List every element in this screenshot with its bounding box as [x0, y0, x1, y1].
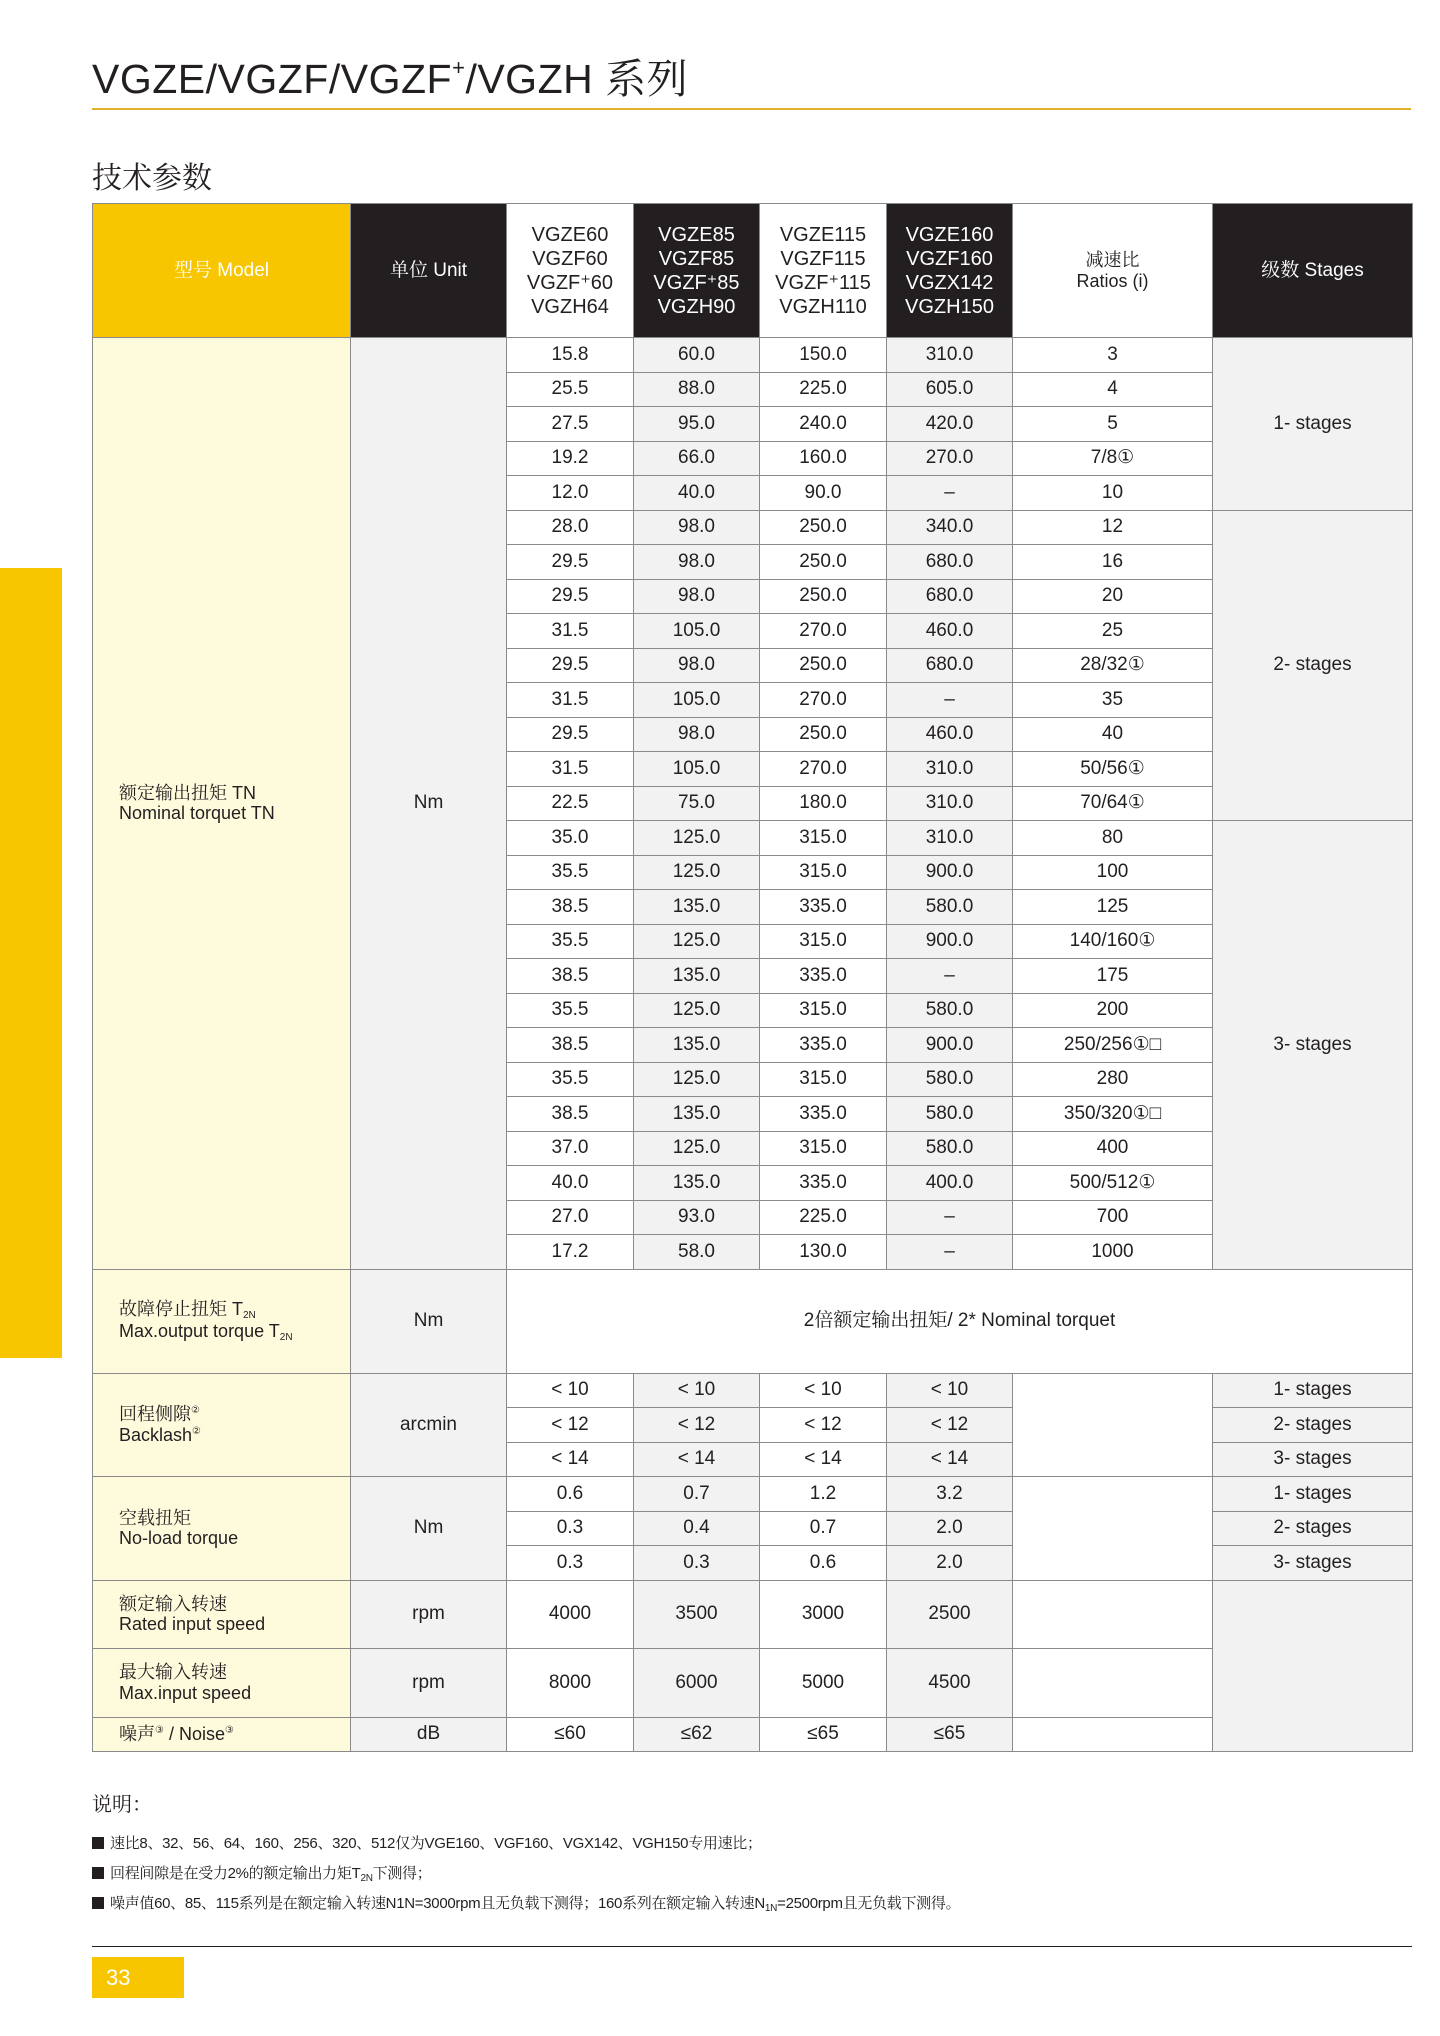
spec-table [92, 203, 1413, 1752]
unit-cell: arcmin [351, 1373, 507, 1477]
torque-value-cell: 38.5 [507, 959, 634, 994]
section-title: 技术参数 [92, 162, 212, 195]
backlash-value-cell: < 10 [887, 1373, 1013, 1408]
torque-value-cell: 125.0 [634, 1062, 760, 1097]
torque-value-cell: 35.5 [507, 855, 634, 890]
side-accent-bar [0, 568, 62, 1358]
torque-value-cell: 270.0 [760, 752, 887, 787]
ratio-cell: 175 [1013, 959, 1213, 994]
torque-value-cell: 580.0 [887, 1062, 1013, 1097]
backlash-value-cell: < 14 [507, 1442, 634, 1477]
torque-value-cell: 310.0 [887, 752, 1013, 787]
torque-value-cell: 98.0 [634, 510, 760, 545]
unit-header: 单位 Unit [351, 204, 507, 338]
title-divider [92, 108, 1411, 110]
torque-value-cell: 98.0 [634, 579, 760, 614]
ratio-cell: 28/32① [1013, 648, 1213, 683]
torque-value-cell: 27.5 [507, 407, 634, 442]
ratio-header: 减速比 Ratios (i) [1013, 204, 1213, 338]
param-label-backlash: 回程侧隙② Backlash② [93, 1373, 351, 1477]
torque-value-cell: 315.0 [760, 924, 887, 959]
ratio-cell: 5 [1013, 407, 1213, 442]
torque-value-cell: 25.5 [507, 372, 634, 407]
torque-value-cell: – [887, 959, 1013, 994]
torque-value-cell: 19.2 [507, 441, 634, 476]
torque-value-cell: 270.0 [760, 683, 887, 718]
torque-value-cell: 580.0 [887, 993, 1013, 1028]
torque-value-cell: 35.5 [507, 1062, 634, 1097]
torque-value-cell: 38.5 [507, 1028, 634, 1063]
torque-value-cell: 35.5 [507, 924, 634, 959]
rated_speed-value-cell: 3500 [634, 1580, 760, 1649]
torque-value-cell: 150.0 [760, 338, 887, 373]
noload-value-cell: 0.6 [760, 1546, 887, 1581]
torque-value-cell: 38.5 [507, 890, 634, 925]
noise-value-cell: ≤62 [634, 1717, 760, 1751]
backlash-value-cell: < 12 [507, 1408, 634, 1443]
torque-value-cell: 31.5 [507, 752, 634, 787]
ratio-cell: 200 [1013, 993, 1213, 1028]
torque-value-cell: 680.0 [887, 545, 1013, 580]
torque-value-cell: 105.0 [634, 752, 760, 787]
empty-cell [1213, 1580, 1413, 1751]
torque-value-cell: 580.0 [887, 1097, 1013, 1132]
torque-value-cell: 310.0 [887, 338, 1013, 373]
stages-header: 级数 Stages [1213, 204, 1413, 338]
ratio-cell: 500/512① [1013, 1166, 1213, 1201]
torque-value-cell: 335.0 [760, 1028, 887, 1063]
header-row [93, 204, 1413, 338]
ratio-cell: 700 [1013, 1200, 1213, 1235]
torque-value-cell: 31.5 [507, 683, 634, 718]
max_speed-value-cell: 8000 [507, 1649, 634, 1718]
torque-value-cell: 335.0 [760, 1166, 887, 1201]
torque-value-cell: 335.0 [760, 1097, 887, 1132]
torque-value-cell: 28.0 [507, 510, 634, 545]
torque-value-cell: 460.0 [887, 717, 1013, 752]
ratio-cell: 50/56① [1013, 752, 1213, 787]
torque-value-cell: 29.5 [507, 545, 634, 580]
noload-value-cell: 3.2 [887, 1477, 1013, 1512]
torque-value-cell: 125.0 [634, 821, 760, 856]
torque-value-cell: 580.0 [887, 1131, 1013, 1166]
model-col-header: VGZE60 VGZF60 VGZF⁺60 VGZH64 [507, 204, 634, 338]
param-label-nominal-torque: 额定输出扭矩 TN Nominal torquet TN [93, 338, 351, 1270]
noload-value-cell: 0.3 [634, 1546, 760, 1581]
torque-value-cell: 66.0 [634, 441, 760, 476]
torque-value-cell: – [887, 1235, 1013, 1270]
max_speed-value-cell: 6000 [634, 1649, 760, 1718]
torque-value-cell: 40.0 [634, 476, 760, 511]
torque-value-cell: 135.0 [634, 959, 760, 994]
noload-value-cell: 1.2 [760, 1477, 887, 1512]
empty-cell [1013, 1649, 1213, 1718]
table-row [93, 1373, 1413, 1408]
note-item: 回程间隙是在受力2%的额定输出力矩$T_{2N}$下测得； [92, 1859, 1412, 1889]
torque-value-cell: 340.0 [887, 510, 1013, 545]
torque-value-cell: 315.0 [760, 993, 887, 1028]
torque-value-cell: 125.0 [634, 855, 760, 890]
model-col-header: VGZE160 VGZF160 VGZX142 VGZH150 [887, 204, 1013, 338]
torque-value-cell: 40.0 [507, 1166, 634, 1201]
note-item: 速比8、32、56、64、160、256、320、512仅为VGE160、VGF160、VGX142、VGH150专用速比； [92, 1829, 1412, 1859]
torque-value-cell: 31.5 [507, 614, 634, 649]
torque-value-cell: 225.0 [760, 1200, 887, 1235]
rated_speed-value-cell: 3000 [760, 1580, 887, 1649]
ratio-cell: 3 [1013, 338, 1213, 373]
ratio-cell: 280 [1013, 1062, 1213, 1097]
param-label-noise: 噪声③ / Noise③ [93, 1717, 351, 1751]
torque-value-cell: 125.0 [634, 924, 760, 959]
noise-value-cell: ≤65 [887, 1717, 1013, 1751]
torque-value-cell: 35.0 [507, 821, 634, 856]
model-col-header: VGZE85 VGZF85 VGZF⁺85 VGZH90 [634, 204, 760, 338]
ratio-cell: 20 [1013, 579, 1213, 614]
torque-value-cell: 95.0 [634, 407, 760, 442]
ratio-cell: 25 [1013, 614, 1213, 649]
torque-value-cell: 88.0 [634, 372, 760, 407]
torque-value-cell: 315.0 [760, 821, 887, 856]
noload-value-cell: 0.6 [507, 1477, 634, 1512]
stage-group-cell: 1- stages [1213, 338, 1413, 511]
torque-value-cell: 225.0 [760, 372, 887, 407]
unit-cell: dB [351, 1717, 507, 1751]
param-label-max-output-torque: 故障停止扭矩 T2N Max.output torque T2N [93, 1269, 351, 1373]
param-label-no-load-torque: 空载扭矩 No-load torque [93, 1477, 351, 1581]
torque-value-cell: 420.0 [887, 407, 1013, 442]
table-row [93, 1269, 1413, 1373]
param-label-rated-input-speed: 额定输入转速 Rated input speed [93, 1580, 351, 1649]
noise-value-cell: ≤65 [760, 1717, 887, 1751]
torque-value-cell: – [887, 1200, 1013, 1235]
noload-value-cell: 0.7 [760, 1511, 887, 1546]
ratio-cell: 250/256①□ [1013, 1028, 1213, 1063]
backlash-value-cell: < 10 [634, 1373, 760, 1408]
torque-value-cell: 27.0 [507, 1200, 634, 1235]
bullet-square-icon [92, 1867, 104, 1879]
torque-value-cell: 98.0 [634, 717, 760, 752]
torque-value-cell: 98.0 [634, 545, 760, 580]
bullet-square-icon [92, 1897, 104, 1909]
empty-cell [1013, 1373, 1213, 1477]
torque-value-cell: 29.5 [507, 717, 634, 752]
torque-value-cell: – [887, 476, 1013, 511]
torque-value-cell: 105.0 [634, 683, 760, 718]
torque-value-cell: 900.0 [887, 1028, 1013, 1063]
torque-value-cell: 160.0 [760, 441, 887, 476]
rated_speed-value-cell: 2500 [887, 1580, 1013, 1649]
param-label-max-input-speed: 最大输入转速 Max.input speed [93, 1649, 351, 1718]
ratio-cell: 80 [1013, 821, 1213, 856]
torque-value-cell: 135.0 [634, 890, 760, 925]
noload-value-cell: 0.3 [507, 1511, 634, 1546]
ratio-cell: 350/320①□ [1013, 1097, 1213, 1132]
rated_speed-value-cell: 4000 [507, 1580, 634, 1649]
note-item: 噪声值60、85、115系列是在额定输入转速N1N=3000rpm且无负载下测得；160系列在额定输入转速$N_{1N}=2500rpm$且无负载下测得。 [92, 1889, 1412, 1919]
torque-value-cell: 35.5 [507, 993, 634, 1028]
torque-value-cell: 58.0 [634, 1235, 760, 1270]
torque-value-cell: 250.0 [760, 545, 887, 580]
torque-value-cell: 400.0 [887, 1166, 1013, 1201]
torque-value-cell: 250.0 [760, 510, 887, 545]
backlash-value-cell: < 12 [760, 1408, 887, 1443]
ratio-cell: 10 [1013, 476, 1213, 511]
stage-cell: 3- stages [1213, 1546, 1413, 1581]
torque-value-cell: 17.2 [507, 1235, 634, 1270]
table-row [93, 1477, 1413, 1512]
torque-value-cell: 605.0 [887, 372, 1013, 407]
ratio-cell: 7/8① [1013, 441, 1213, 476]
torque-value-cell: 29.5 [507, 579, 634, 614]
torque-value-cell: 130.0 [760, 1235, 887, 1270]
backlash-value-cell: < 14 [887, 1442, 1013, 1477]
stage-cell: 2- stages [1213, 1511, 1413, 1546]
torque-value-cell: 105.0 [634, 614, 760, 649]
backlash-value-cell: < 10 [507, 1373, 634, 1408]
noload-value-cell: 0.3 [507, 1546, 634, 1581]
unit-cell: Nm [351, 338, 507, 1270]
stage-group-cell: 3- stages [1213, 821, 1413, 1270]
torque-value-cell: 250.0 [760, 717, 887, 752]
torque-value-cell: 270.0 [760, 614, 887, 649]
ratio-cell: 140/160① [1013, 924, 1213, 959]
torque-value-cell: 135.0 [634, 1166, 760, 1201]
backlash-value-cell: < 12 [887, 1408, 1013, 1443]
torque-value-cell: 580.0 [887, 890, 1013, 925]
page-number: 33 [92, 1957, 184, 1998]
ratio-cell: 1000 [1013, 1235, 1213, 1270]
torque-value-cell: 315.0 [760, 1131, 887, 1166]
torque-value-cell: 250.0 [760, 579, 887, 614]
stage-cell: 1- stages [1213, 1477, 1413, 1512]
torque-value-cell: 240.0 [760, 407, 887, 442]
torque-value-cell: 125.0 [634, 993, 760, 1028]
noload-value-cell: 0.7 [634, 1477, 760, 1512]
torque-value-cell: 460.0 [887, 614, 1013, 649]
empty-cell [1013, 1717, 1213, 1751]
torque-value-cell: 250.0 [760, 648, 887, 683]
unit-cell: rpm [351, 1649, 507, 1718]
noload-value-cell: 0.4 [634, 1511, 760, 1546]
torque-value-cell: 315.0 [760, 855, 887, 890]
ratio-cell: 35 [1013, 683, 1213, 718]
torque-value-cell: 315.0 [760, 1062, 887, 1097]
torque-value-cell: 900.0 [887, 924, 1013, 959]
torque-value-cell: 335.0 [760, 890, 887, 925]
page-title: VGZE/VGZF/VGZF+/VGZH 系列 [92, 55, 689, 102]
unit-cell: Nm [351, 1477, 507, 1581]
ratio-cell: 125 [1013, 890, 1213, 925]
torque-value-cell: 15.8 [507, 338, 634, 373]
footer-divider [92, 1946, 1412, 1947]
table-row [93, 1580, 1413, 1649]
torque-value-cell: 680.0 [887, 579, 1013, 614]
torque-value-cell: 22.5 [507, 786, 634, 821]
backlash-value-cell: < 14 [634, 1442, 760, 1477]
torque-value-cell: 680.0 [887, 648, 1013, 683]
stage-cell: 1- stages [1213, 1373, 1413, 1408]
ratio-cell: 12 [1013, 510, 1213, 545]
notes-section [92, 1788, 1412, 1919]
torque-value-cell: 270.0 [887, 441, 1013, 476]
torque-value-cell: 75.0 [634, 786, 760, 821]
empty-cell [1013, 1477, 1213, 1581]
unit-cell: rpm [351, 1580, 507, 1649]
bullet-square-icon [92, 1837, 104, 1849]
stage-group-cell: 2- stages [1213, 510, 1413, 821]
empty-cell [1013, 1580, 1213, 1649]
max-torque-value-cell: 2倍额定输出扭矩/ 2* Nominal torquet [507, 1269, 1413, 1373]
backlash-value-cell: < 10 [760, 1373, 887, 1408]
stage-cell: 2- stages [1213, 1408, 1413, 1443]
ratio-cell: 40 [1013, 717, 1213, 752]
max_speed-value-cell: 4500 [887, 1649, 1013, 1718]
torque-value-cell: 37.0 [507, 1131, 634, 1166]
torque-value-cell: 125.0 [634, 1131, 760, 1166]
torque-value-cell: 135.0 [634, 1028, 760, 1063]
backlash-value-cell: < 12 [634, 1408, 760, 1443]
torque-value-cell: 310.0 [887, 786, 1013, 821]
noload-value-cell: 2.0 [887, 1511, 1013, 1546]
torque-value-cell: – [887, 683, 1013, 718]
torque-value-cell: 335.0 [760, 959, 887, 994]
table-row [93, 338, 1413, 373]
torque-value-cell: 90.0 [760, 476, 887, 511]
ratio-cell: 70/64① [1013, 786, 1213, 821]
ratio-cell: 4 [1013, 372, 1213, 407]
torque-value-cell: 900.0 [887, 855, 1013, 890]
ratio-cell: 400 [1013, 1131, 1213, 1166]
notes-title: 说明： [92, 1794, 152, 1816]
torque-value-cell: 310.0 [887, 821, 1013, 856]
unit-cell: Nm [351, 1269, 507, 1373]
torque-value-cell: 38.5 [507, 1097, 634, 1132]
torque-value-cell: 12.0 [507, 476, 634, 511]
torque-value-cell: 60.0 [634, 338, 760, 373]
ratio-cell: 100 [1013, 855, 1213, 890]
torque-value-cell: 98.0 [634, 648, 760, 683]
torque-value-cell: 180.0 [760, 786, 887, 821]
model-header: 型号 Model [93, 204, 351, 338]
model-col-header: VGZE115 VGZF115 VGZF⁺115 VGZH110 [760, 204, 887, 338]
torque-value-cell: 93.0 [634, 1200, 760, 1235]
stage-cell: 3- stages [1213, 1442, 1413, 1477]
torque-value-cell: 135.0 [634, 1097, 760, 1132]
noload-value-cell: 2.0 [887, 1546, 1013, 1581]
torque-value-cell: 29.5 [507, 648, 634, 683]
backlash-value-cell: < 14 [760, 1442, 887, 1477]
ratio-cell: 16 [1013, 545, 1213, 580]
max_speed-value-cell: 5000 [760, 1649, 887, 1718]
noise-value-cell: ≤60 [507, 1717, 634, 1751]
